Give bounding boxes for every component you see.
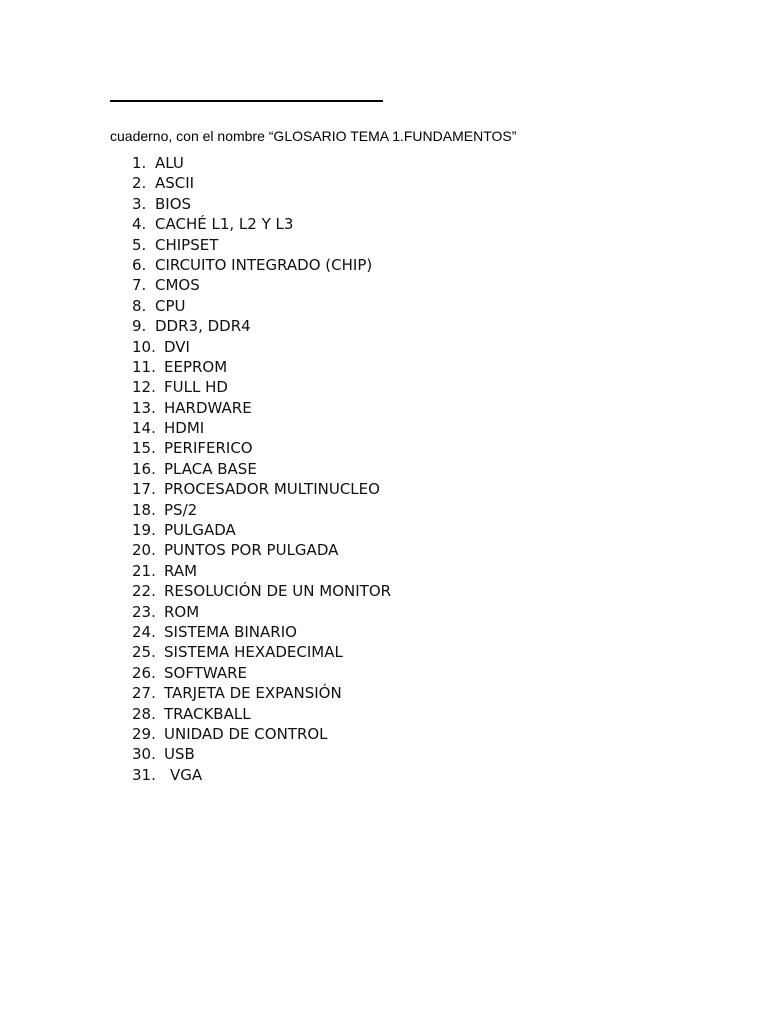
item-number: 3. (132, 194, 147, 213)
item-term: DDR3, DDR4 (155, 317, 251, 336)
underline-rule (110, 100, 383, 102)
item-number: 5. (132, 235, 147, 254)
item-term: HARDWARE (164, 398, 252, 417)
item-term: CIRCUITO INTEGRADO (CHIP) (155, 255, 373, 274)
item-term: SISTEMA BINARIO (164, 622, 297, 641)
item-term: PLACA BASE (164, 459, 257, 478)
item-term: RESOLUCIÓN DE UN MONITOR (164, 582, 392, 601)
item-number: 24. (132, 622, 156, 641)
item-number: 19. (132, 521, 156, 540)
item-term: PULGADA (164, 521, 236, 540)
item-number: 10. (132, 337, 156, 356)
item-term: CPU (155, 296, 186, 315)
item-number: 27. (132, 684, 156, 703)
item-number: 25. (132, 643, 156, 662)
item-number: 12. (132, 378, 156, 397)
item-number: 26. (132, 663, 156, 682)
item-number: 6. (132, 255, 147, 274)
item-term: USB (164, 745, 195, 764)
item-term: ALU (155, 154, 184, 172)
item-term: CMOS (155, 276, 200, 295)
item-term: FULL HD (164, 378, 228, 397)
item-number: 20. (132, 541, 156, 560)
item-number: 7. (132, 276, 147, 295)
item-term: PERIFERICO (164, 439, 253, 458)
item-term: CHIPSET (155, 235, 219, 254)
item-term: RAM (164, 561, 198, 580)
item-term: ROM (164, 602, 200, 621)
item-term: HDMI (164, 419, 205, 438)
item-number: 14. (132, 419, 156, 438)
item-number: 2. (132, 174, 147, 193)
item-number: 8. (132, 296, 147, 315)
item-term: EEPROM (164, 357, 228, 376)
item-number: 15. (132, 439, 156, 458)
item-number: 29. (132, 724, 156, 743)
item-number: 4. (132, 215, 147, 234)
item-term: CACHÉ L1, L2 Y L3 (155, 215, 294, 234)
item-number: 28. (132, 704, 156, 723)
item-term: PROCESADOR MULTINUCLEO (164, 480, 380, 499)
item-number: 1. (132, 154, 147, 172)
item-number: 11. (132, 357, 156, 376)
item-number: 30. (132, 745, 156, 764)
item-term: BIOS (155, 194, 192, 213)
item-term: PUNTOS POR PULGADA (164, 541, 339, 560)
item-number: 9. (132, 317, 147, 336)
item-number: 31. (132, 765, 156, 784)
item-term: TARJETA DE EXPANSIÓN (164, 684, 342, 703)
intro-text: cuaderno, con el nombre “GLOSARIO TEMA 1.FUNDAMENTOS” (110, 128, 517, 144)
item-term: SOFTWARE (164, 663, 248, 682)
item-number: 21. (132, 561, 156, 580)
item-term: PS/2 (164, 500, 198, 519)
item-term: ASCII (155, 174, 195, 193)
item-term: UNIDAD DE CONTROL (164, 724, 328, 743)
item-term: TRACKBALL (164, 704, 251, 723)
item-term: VGA (170, 765, 203, 784)
item-number: 17. (132, 480, 156, 499)
item-number: 23. (132, 602, 156, 621)
item-number: 22. (132, 582, 156, 601)
item-term: DVI (164, 337, 190, 356)
item-number: 18. (132, 500, 156, 519)
item-number: 16. (132, 459, 156, 478)
item-term: SISTEMA HEXADECIMAL (164, 643, 343, 662)
item-number: 13. (132, 398, 156, 417)
